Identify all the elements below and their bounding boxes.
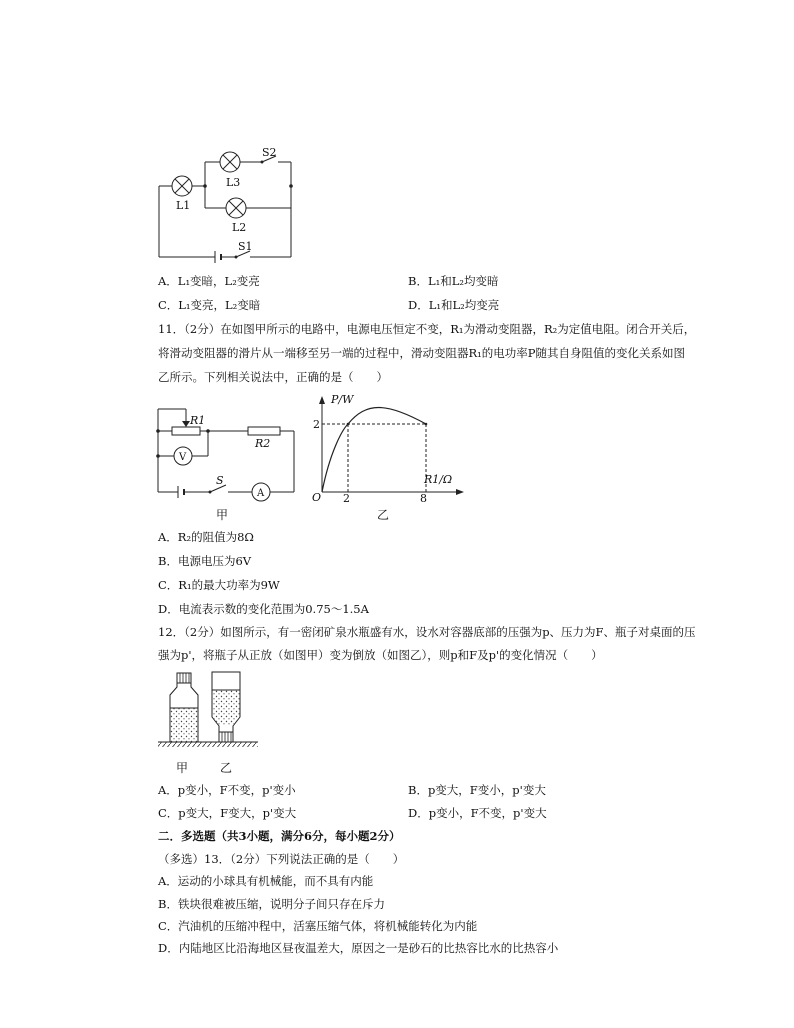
q11-stem-line3: 乙所示。下列相关说法中，正确的是（ ） — [158, 370, 388, 384]
caption-bottle-yi: 乙 — [220, 761, 233, 775]
label-r2: R2 — [255, 437, 271, 450]
y-axis-label: P/W — [331, 393, 354, 406]
q12-stem-line1: 12．（2分）如图所示，有一密闭矿泉水瓶盛有水，设水对容器底部的压强为p、压力为F、瓶子对桌面的压 — [158, 625, 696, 639]
q13-option-d: D．内陆地区比沿海地区昼夜温差大，原因之一是砂石的比热容比水的比热容小 — [158, 941, 559, 955]
q13-option-c: C．汽油机的压缩冲程中，活塞压缩气体，将机械能转化为内能 — [158, 919, 478, 933]
origin-label: O — [312, 491, 322, 504]
q10-option-c: C．L₁变亮，L₂变暗 — [158, 298, 261, 312]
ammeter-label: A — [257, 488, 265, 499]
q13-option-b: B．铁块很难被压缩，说明分子间只存在斥力 — [158, 897, 385, 911]
label-r1: R1 — [190, 414, 206, 427]
q10-option-b: B．L₁和L₂均变暗 — [408, 274, 499, 288]
label-l2: L2 — [232, 221, 247, 234]
q10-option-d: D．L₁和L₂均变亮 — [408, 298, 500, 312]
label-l3: L3 — [226, 176, 241, 189]
label-s2: S2 — [262, 146, 277, 159]
q10-option-a: A．L₁变暗，L₂变亮 — [158, 274, 260, 288]
label-s1: S1 — [238, 240, 253, 253]
section-heading: 二．多选题（共3小题，满分6分，每小题2分） — [158, 829, 401, 843]
q12-option-a: A．p变小，F不变，p'变小 — [158, 783, 296, 797]
label-s: S — [216, 474, 224, 487]
q11-stem-line2: 将滑动变阻器的滑片从一端移至另一端的过程中，滑动变阻器R₁的电功率P随其自身阻值的变化关系如图 — [158, 346, 686, 360]
q11-option-d: D．电流表示数的变化范围为0.75～1.5A — [158, 602, 369, 616]
q11-option-b: B．电源电压为6V — [158, 554, 252, 568]
x-axis-label: R1/Ω — [424, 473, 453, 486]
voltmeter-label: V — [179, 452, 187, 463]
x-tick-2: 2 — [343, 492, 350, 505]
y-tick-2: 2 — [313, 418, 320, 431]
q12-option-b: B．p变大，F变小，p'变大 — [408, 783, 546, 797]
caption-jia: 甲 — [216, 508, 229, 522]
q13-stem: （多选）13．（2分）下列说法正确的是（ ） — [158, 852, 405, 866]
q11-option-c: C．R₁的最大功率为9W — [158, 578, 280, 592]
q11-option-a: A．R₂的阻值为8Ω — [158, 530, 254, 544]
q13-option-a: A．运动的小球具有机械能，而不具有内能 — [158, 874, 374, 888]
label-l1: L1 — [176, 199, 191, 212]
q12-option-d: D．p变小，F不变，p'变大 — [408, 806, 547, 820]
x-tick-8: 8 — [420, 492, 427, 505]
q11-stem-line1: 11．（2分）在如图甲所示的电路中，电源电压恒定不变，R₁为滑动变阻器，R₂为定值电阻。闭合开关后， — [158, 322, 696, 336]
caption-bottle-jia: 甲 — [176, 761, 189, 775]
q12-stem-line2: 强为p'，将瓶子从正放（如图甲）变为倒放（如图乙），则p和F及p'的变化情况（ ） — [158, 648, 603, 662]
caption-yi: 乙 — [377, 508, 390, 522]
q12-option-c: C．p变大，F变大，p'变大 — [158, 806, 297, 820]
